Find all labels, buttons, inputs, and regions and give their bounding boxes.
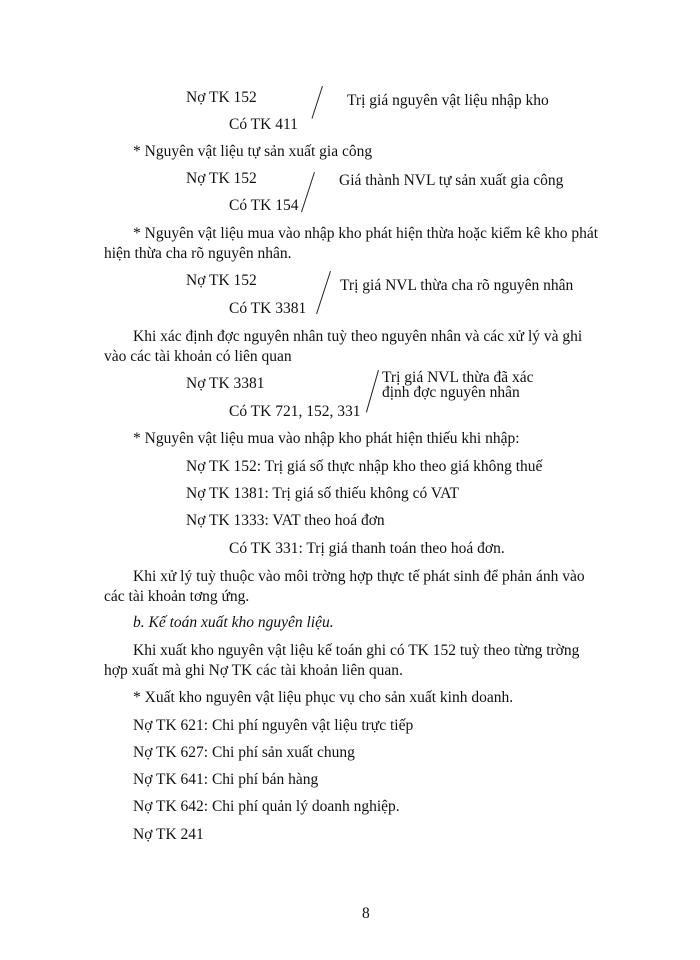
para-resolution-line2: vào các tài khoản có liên quan xyxy=(104,348,292,365)
heading-shortage: * Nguyên vật liệu mua vào nhập kho phát hiện thiếu khi nhập: xyxy=(133,430,520,447)
entry3-credit: Có TK 3381 xyxy=(229,300,307,317)
shortage-line1: Nợ TK 152: Trị giá số thực nhập kho theo giá không thuế xyxy=(186,458,543,475)
para-issue-line1: Khi xuất kho nguyên vật liệu kế toán ghi có TK 152 tuỳ theo từng trờng xyxy=(133,642,580,659)
para-resolution-line1: Khi xác định đợc nguyên nhân tuỳ theo nguyên nhân và các xử lý và ghi xyxy=(133,328,583,345)
account-line: Nợ TK 621: Chi phí nguyên vật liệu trực tiếp xyxy=(133,717,414,734)
entry3-description: Trị giá NVL thừa cha rõ nguyên nhân xyxy=(340,277,574,294)
entry4-slash xyxy=(366,370,379,413)
account-line: Nợ TK 642: Chi phí quản lý doanh nghiệp. xyxy=(133,798,400,815)
account-line: Nợ TK 241 xyxy=(133,826,204,843)
para-handling-line1: Khi xử lý tuỳ thuộc vào môi trờng hợp thực tế phát sinh để phản ánh vào xyxy=(133,568,585,585)
shortage-line3: Nợ TK 1333: VAT theo hoá đơn xyxy=(186,512,385,529)
entry2-slash xyxy=(301,172,315,212)
entry1-debit: Nợ TK 152 xyxy=(186,89,257,106)
account-line: Nợ TK 627: Chi phí sản xuất chung xyxy=(133,744,355,761)
para-handling-line2: các tài khoản tơng ứng. xyxy=(104,588,250,605)
para-surplus-line2: hiện thừa cha rõ nguyên nhân. xyxy=(104,245,292,262)
entry3-debit: Nợ TK 152 xyxy=(186,272,257,289)
entry1-slash xyxy=(311,86,322,119)
entry4-debit: Nợ TK 3381 xyxy=(186,375,265,392)
page-number: 8 xyxy=(362,905,370,922)
entry2-debit: Nợ TK 152 xyxy=(186,170,257,187)
shortage-line2: Nợ TK 1381: Trị giá số thiếu không có VAT xyxy=(186,485,460,502)
account-line: Nợ TK 641: Chi phí bán hàng xyxy=(133,771,319,788)
entry2-credit: Có TK 154 xyxy=(229,197,299,214)
para-issue-line2: hợp xuất mà ghi Nợ TK các tài khoản liên quan. xyxy=(104,662,403,679)
para-surplus-line1: * Nguyên vật liệu mua vào nhập kho phát hiện thừa hoặc kiểm kê kho phát xyxy=(133,225,599,242)
entry4-credit: Có TK 721, 152, 331 xyxy=(229,403,361,420)
entry1-credit: Có TK 411 xyxy=(229,116,298,133)
entry1-description: Trị giá nguyên vật liệu nhập kho xyxy=(347,92,549,109)
entry4-description-line2: định đợc nguyên nhân xyxy=(382,384,520,401)
heading-production-issue: * Xuất kho nguyên vật liệu phục vụ cho sản xuất kinh doanh. xyxy=(133,689,514,706)
shortage-line4: Có TK 331: Trị giá thanh toán theo hoá đơn. xyxy=(229,540,505,557)
heading-self-produced: * Nguyên vật liệu tự sản xuất gia công xyxy=(133,143,373,160)
entry3-slash xyxy=(316,271,331,314)
entry4-description-line1: Trị giá NVL thừa đã xác xyxy=(382,369,534,386)
entry2-description: Giá thành NVL tự sản xuất gia công xyxy=(339,172,564,189)
section-b-heading: b. Kế toán xuất kho nguyên liệu. xyxy=(133,614,334,631)
